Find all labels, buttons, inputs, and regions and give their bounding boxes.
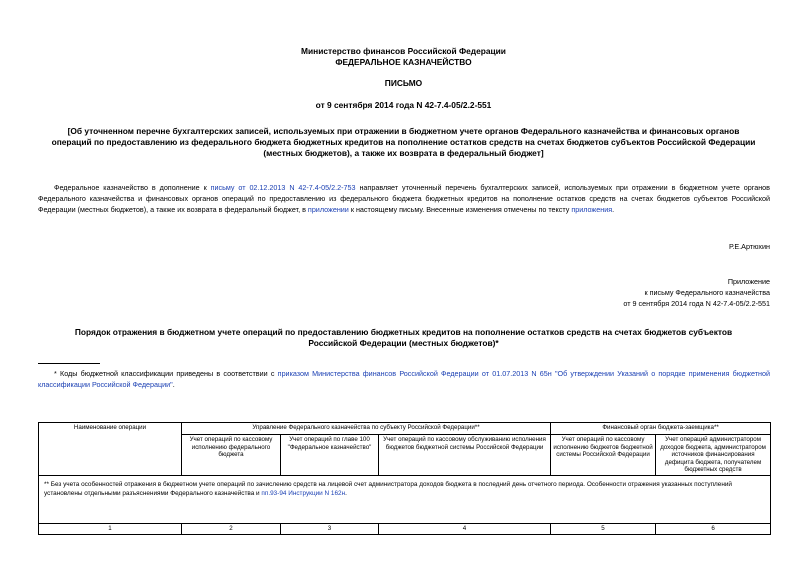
agency-name: ФЕДЕРАЛЬНОЕ КАЗНАЧЕЙСТВО: [335, 57, 472, 67]
header-cash-service: Учет операций по кассовому обслуживанию исполнения бюджетов бюджетной системы Российской Федерации: [379, 435, 551, 476]
header-ufk-group: Управление Федерального казначейства по субъекту Российской Федерации**: [182, 423, 551, 435]
column-number: 2: [182, 523, 281, 534]
column-number: 5: [551, 523, 656, 534]
appendix-date: от 9 сентября 2014 года N 42-7.4-05/2.2-551: [623, 299, 770, 308]
document-subject: [Об уточненном перечне бухгалтерских записей, используемых при отражении в бюджетном учете органов Федерального казначейства и финансовых органов операций по предоставлению из федерального бюджета бюджетных кредитов на пополнение остатков средств на счетах бюджетов субъектов Российской Федерации (местных бюджетов), а также их возврата в федеральный бюджет]: [51, 126, 756, 158]
instruction-link[interactable]: пп.93-94 Инструкции N 162н: [261, 489, 346, 497]
appendix-title: Порядок отражения в бюджетном учете операций по предоставлению бюджетных кредитов на пополнение остатков средств на счетах бюджетов субъектов Российской Федерации (местных бюджетов)*: [74, 327, 733, 348]
appendix-label: Приложение: [727, 277, 770, 286]
document-type: ПИСЬМО: [384, 78, 423, 88]
column-number: 1: [39, 523, 182, 534]
operations-table: [38, 422, 771, 535]
column-number: 3: [281, 523, 379, 534]
header-chapter-100: Учет операций по главе 100 "Федеральное казначейство": [281, 435, 379, 476]
appendix-to-letter: к письму Федерального казначейства: [644, 288, 770, 297]
letter-link[interactable]: письму от 02.12.2013 N 42-7.4-05/2.2-753: [210, 183, 356, 192]
header-cash-execution: Учет операций по кассовому исполнению бюджетов бюджетной системы Российской Федерации: [551, 435, 656, 476]
order-link[interactable]: приказом Министерства финансов Российской Федерации от 01.07.2013 N 65н "Об утверждении Указаний о порядке применения бюджетной классификации Российской Федерации": [38, 369, 771, 390]
footnote-rule: [38, 363, 100, 364]
table-header-row: [39, 423, 771, 435]
ministry-name: Министерство финансов Российской Федерации: [301, 46, 506, 56]
table-number-row: [39, 523, 771, 534]
signature: Р.Е.Артюхин: [728, 242, 770, 251]
footnote-1: * Коды бюджетной классификации приведены в соответствии с приказом Министерства финансов Российской Федерации от 01.07.2013 N 65н "Об утверждении Указаний о порядке применения бюджетной классификации Российской Федерации".: [38, 369, 771, 390]
header-federal-budget: Учет операций по кассовому исполнению федерального бюджета: [182, 435, 281, 476]
header-operation-name: Наименование операции: [39, 423, 182, 476]
header-administrator: Учет операций администратором доходов бюджета, администратором источников финансирования дефицита бюджета, получателем бюджетных средств: [656, 435, 771, 476]
table-note-row: [39, 475, 771, 523]
appendix-reference: [500, 276, 770, 309]
ministry-heading: [0, 46, 807, 68]
document-date: от 9 сентября 2014 года N 42-7.4-05/2.2-551: [315, 100, 492, 110]
appendix-link[interactable]: приложении: [307, 205, 349, 215]
column-number: 4: [379, 523, 551, 534]
appendix-text-link[interactable]: приложения: [571, 205, 613, 215]
header-fo-group: Финансовый орган бюджета-заемщика**: [551, 423, 771, 435]
column-number: 6: [656, 523, 771, 534]
footnote-2: ** Без учета особенностей отражения в бюджетном учете операций по зачислению средств на лицевой счет администратора доходов бюджета в последний день отчетного периода. Особенности отражения указанных поступлений установлены отдельными разъяснениями Федерального казначейства и пп.93-94 Инструкции N 162н.: [39, 475, 771, 523]
body-paragraph: Федеральное казначейство в дополнение к письму от 02.12.2013 N 42-7.4-05/2.2-753 направляет уточненный перечень бухгалтерских записей, используемых при отражении в бюджетном учете органов Федерального казначейства и финансовых органов операций по предоставлению из федерального бюджета бюджетных кредитов на пополнение остатков средств на счетах бюджетов субъектов Российской Федерации (местных бюджетов), а также их возврата в федеральный бюджет, в приложении к настоящему письму. Внесенные изменения отмечены по тексту приложения.: [38, 183, 770, 215]
